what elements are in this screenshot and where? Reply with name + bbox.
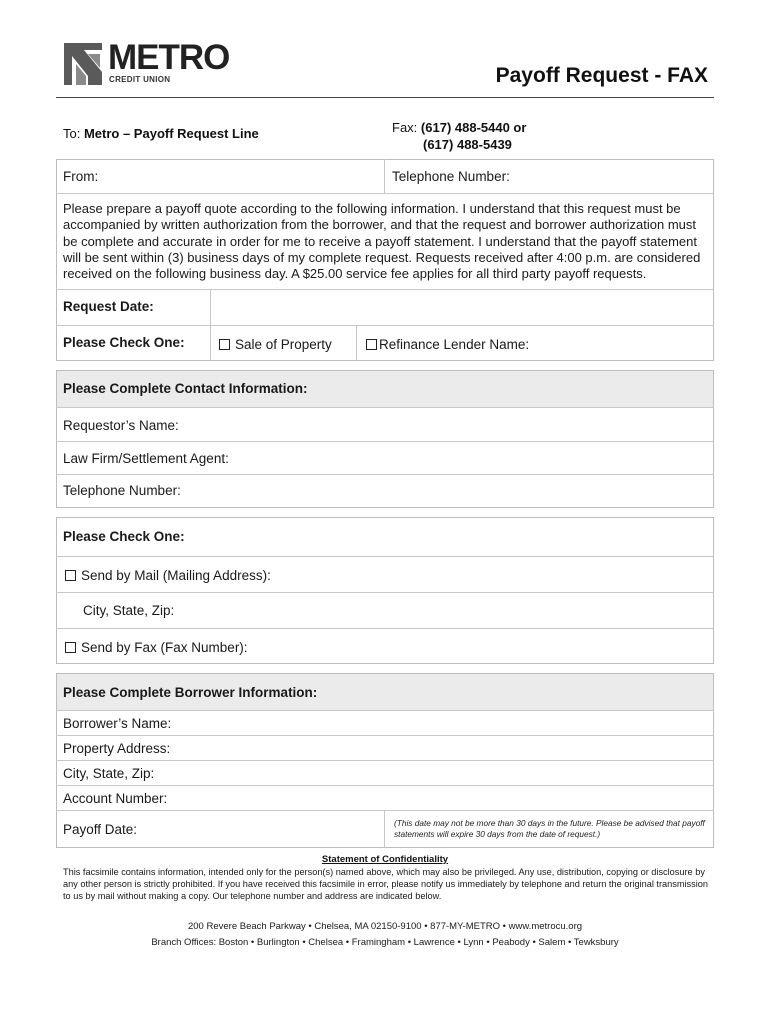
option-divider bbox=[356, 325, 357, 361]
refinance-label: Refinance Lender Name: bbox=[379, 337, 530, 352]
contact-telephone-field[interactable]: Telephone Number: bbox=[63, 483, 181, 498]
instructions-paragraph: Please prepare a payoff quote according to the following information. I understand that this request must be accompanied by written authorization from the borrower, and that the request and borrower authorization must be complete and accurate in order for me to receive a payoff statement. I understand that the payoff statement will be sent within (3) business days of my complete request. Requests received after 4:00 p.m. are considered received on the following business day. A $25.00 service fee applies for all third party payoff requests. bbox=[63, 201, 701, 282]
to-label: To: bbox=[63, 126, 81, 141]
divider bbox=[56, 810, 714, 811]
refinance-option[interactable] bbox=[366, 337, 529, 352]
mail-label: Send by Mail (Mailing Address): bbox=[81, 568, 271, 583]
divider bbox=[56, 193, 714, 194]
divider bbox=[56, 785, 714, 786]
borrower-city-field[interactable]: City, State, Zip: bbox=[63, 766, 155, 781]
divider bbox=[56, 735, 714, 736]
fax-number-2: (617) 488-5439 bbox=[423, 137, 512, 152]
sale-checkbox[interactable] bbox=[219, 339, 230, 350]
logo-subtitle: CREDIT UNION bbox=[109, 75, 171, 84]
divider bbox=[56, 760, 714, 761]
to-line bbox=[63, 126, 259, 141]
divider bbox=[56, 710, 714, 711]
send-by-fax-option[interactable] bbox=[65, 640, 248, 655]
fax-label: Fax: bbox=[392, 120, 418, 135]
logo-wordmark: METRO bbox=[108, 38, 230, 77]
payoff-date-field[interactable]: Payoff Date: bbox=[63, 822, 138, 837]
divider bbox=[56, 407, 714, 408]
sale-of-property-option[interactable] bbox=[219, 337, 332, 352]
borrower-name-field[interactable]: Borrower’s Name: bbox=[63, 716, 172, 731]
account-number-field[interactable]: Account Number: bbox=[63, 791, 168, 806]
metro-logo-mark-icon bbox=[62, 42, 104, 86]
confidentiality-text: This facsimile contains information, intended only for the person(s) named above, which may also be privileged. Any use, distribution, copying or disclosure by any other person is strictly prohibited. If you have received this facsimile in error, please notify us immediately by telephone and return the original transmission to us by mail without making a copy. Our telephone number and address are indicated below. bbox=[63, 867, 708, 901]
property-address-field[interactable]: Property Address: bbox=[63, 741, 171, 756]
fax-option-label: Send by Fax (Fax Number): bbox=[81, 640, 248, 655]
refinance-checkbox[interactable] bbox=[366, 339, 377, 350]
metro-logo bbox=[62, 40, 242, 88]
divider bbox=[56, 628, 714, 629]
from-field[interactable]: From: bbox=[63, 169, 99, 184]
sale-label: Sale of Property bbox=[235, 337, 332, 352]
fax-checkbox[interactable] bbox=[65, 642, 76, 653]
requestor-name-field[interactable]: Requestor’s Name: bbox=[63, 418, 179, 433]
footer-branches: Branch Offices: Boston • Burlington • Chelsea • Framingham • Lawrence • Lynn • Peabody • Salem • Tewksbury bbox=[151, 937, 619, 948]
mail-city-field[interactable]: City, State, Zip: bbox=[83, 603, 175, 618]
mail-checkbox[interactable] bbox=[65, 570, 76, 581]
law-firm-field[interactable]: Law Firm/Settlement Agent: bbox=[63, 451, 229, 466]
divider bbox=[56, 474, 714, 475]
request-date-label: Request Date: bbox=[63, 299, 154, 314]
contact-header: Please Complete Contact Information: bbox=[63, 381, 308, 396]
send-by-mail-option[interactable] bbox=[65, 568, 271, 583]
divider bbox=[56, 592, 714, 593]
divider bbox=[56, 556, 714, 557]
borrower-header: Please Complete Borrower Information: bbox=[63, 685, 318, 700]
check-one-label: Please Check One: bbox=[63, 335, 185, 350]
divider bbox=[56, 325, 714, 326]
request-date-input[interactable] bbox=[212, 291, 712, 323]
payoff-divider bbox=[384, 810, 385, 848]
title-divider bbox=[56, 97, 714, 98]
footer-address: 200 Revere Beach Parkway • Chelsea, MA 02150-9100 • 877-MY-METRO • www.metrocu.org bbox=[187, 921, 583, 932]
confidentiality-title: Statement of Confidentiality bbox=[321, 854, 449, 865]
to-value: Metro – Payoff Request Line bbox=[83, 126, 259, 141]
document-title: Payoff Request - FAX bbox=[495, 64, 708, 87]
divider bbox=[56, 289, 714, 290]
payoff-date-note: (This date may not be more than 30 days in the future. Please be advised that payoff statements will expire 30 days from the date of request.) bbox=[394, 818, 705, 839]
divider bbox=[56, 441, 714, 442]
fax-number-1: (617) 488-5440 or bbox=[420, 120, 527, 135]
from-divider bbox=[384, 159, 385, 193]
delivery-header: Please Check One: bbox=[63, 529, 185, 544]
telephone-field[interactable]: Telephone Number: bbox=[392, 169, 510, 184]
fax-block bbox=[392, 119, 526, 153]
